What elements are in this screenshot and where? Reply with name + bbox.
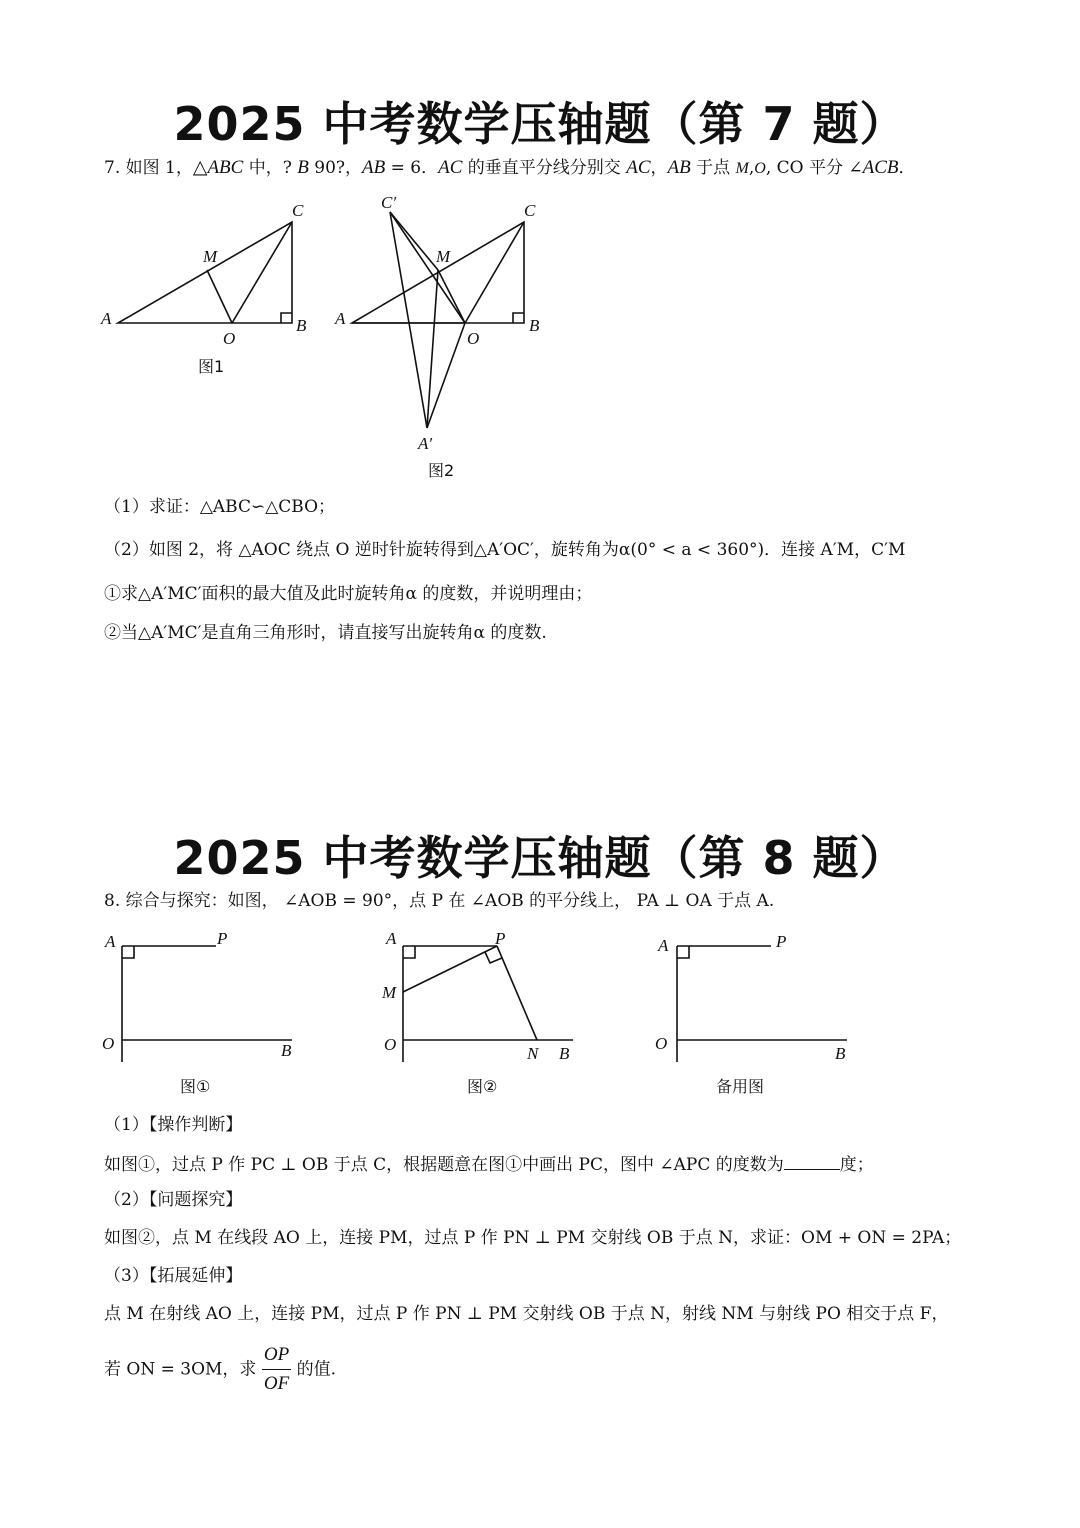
label-a: A <box>101 309 112 328</box>
q7-part-2-1: ①求△A′MC′面积的最大值及此时旋转角α 的度数，并说明理由； <box>104 584 593 604</box>
q8-section-1-head: （1）【操作判断】 <box>104 1115 243 1135</box>
q8-section-1-text: 如图①，过点 P 作 PC ⊥ OB 于点 C，根据题意在图①中画出 PC，图中 ∠APC 的度数为 度； <box>104 1155 874 1175</box>
f3-caption: 备用图 <box>716 1077 765 1096</box>
label-b: B <box>529 316 540 335</box>
label-m: M <box>203 247 218 266</box>
label-c-prime: C′ <box>381 193 397 212</box>
fig2-caption: 图2 <box>428 461 455 480</box>
q7-part-1: （1）求证：△ABC∽△CBO； <box>104 497 336 517</box>
q7-part-2-2: ②当△A′MC′是直角三角形时，请直接写出旋转角α 的度数. <box>104 623 547 643</box>
q7-stem: 7. 如图 1，△ABC 中，? B 90?，AB = 6．AC 的垂直平分线分别交 AC，AB 于点 M,O, CO 平分 ∠ACB． <box>104 157 916 178</box>
f2-label-b: B <box>559 1044 570 1063</box>
f1-label-a: A <box>105 932 116 951</box>
q8-figure-1 <box>122 946 292 1062</box>
fig1-caption: 图1 <box>198 357 225 376</box>
f1-label-b: B <box>281 1041 292 1060</box>
q8-section-3-head: （3）【拓展延伸】 <box>104 1266 243 1286</box>
q7-part-2: （2）如图 2，将 △AOC 绕点 O 逆时针旋转得到△A′OC′，旋转角为α(0° < a < 360°)．连接 A′M，C′M <box>104 540 906 560</box>
q8-section-3-last: 若 ON = 3OM，求 $\frac{OP}{OF}$ 的值. <box>104 1344 336 1394</box>
f2-label-p: P <box>495 929 506 948</box>
label-a-prime: A′ <box>418 434 433 453</box>
f3-label-p: P <box>776 932 787 951</box>
label-m: M <box>436 247 451 266</box>
fraction-op-of: $\frac{OP}{OF}$ <box>263 1344 290 1394</box>
f1-caption: 图① <box>180 1077 211 1096</box>
label-a: A <box>335 309 346 328</box>
answer-blank[interactable] <box>784 1155 840 1170</box>
f3-label-a: A <box>658 936 669 955</box>
f2-label-a: A <box>386 929 397 948</box>
label-c: C <box>524 201 536 220</box>
f2-label-n: N <box>527 1044 539 1063</box>
label-o: O <box>467 329 480 348</box>
label-o: O <box>223 329 236 348</box>
q8-section-2-text: 如图②，点 M 在线段 AO 上，连接 PM，过点 P 作 PN ⊥ PM 交射线 OB 于点 N，求证：OM + ON = 2PA； <box>104 1228 962 1248</box>
f2-caption: 图② <box>467 1077 498 1096</box>
f3-label-b: B <box>835 1044 846 1063</box>
label-c: C <box>292 201 304 220</box>
q8-stem: 8. 综合与探究：如图， ∠AOB = 90°，点 P 在 ∠AOB 的平分线上， PA ⊥ OA 于点 A. <box>104 891 775 911</box>
f1-label-p: P <box>217 929 228 948</box>
f2-label-m: M <box>382 983 397 1002</box>
q8-figure-3 <box>677 946 847 1062</box>
q8-title: 2025 中考数学压轴题（第 8 题） <box>173 831 907 885</box>
f2-label-o: O <box>384 1035 397 1054</box>
f3-label-o: O <box>655 1034 668 1053</box>
q7-title: 2025 中考数学压轴题（第 7 题） <box>173 97 907 151</box>
q8-section-3-text: 点 M 在射线 AO 上，连接 PM，过点 P 作 PN ⊥ PM 交射线 OB 于点 N，射线 NM 与射线 PO 相交于点 F， <box>104 1304 949 1324</box>
label-b: B <box>296 316 307 335</box>
q8-figure-2 <box>403 946 573 1062</box>
q8-section-2-head: （2）【问题探究】 <box>104 1190 243 1210</box>
f1-label-o: O <box>102 1034 115 1053</box>
